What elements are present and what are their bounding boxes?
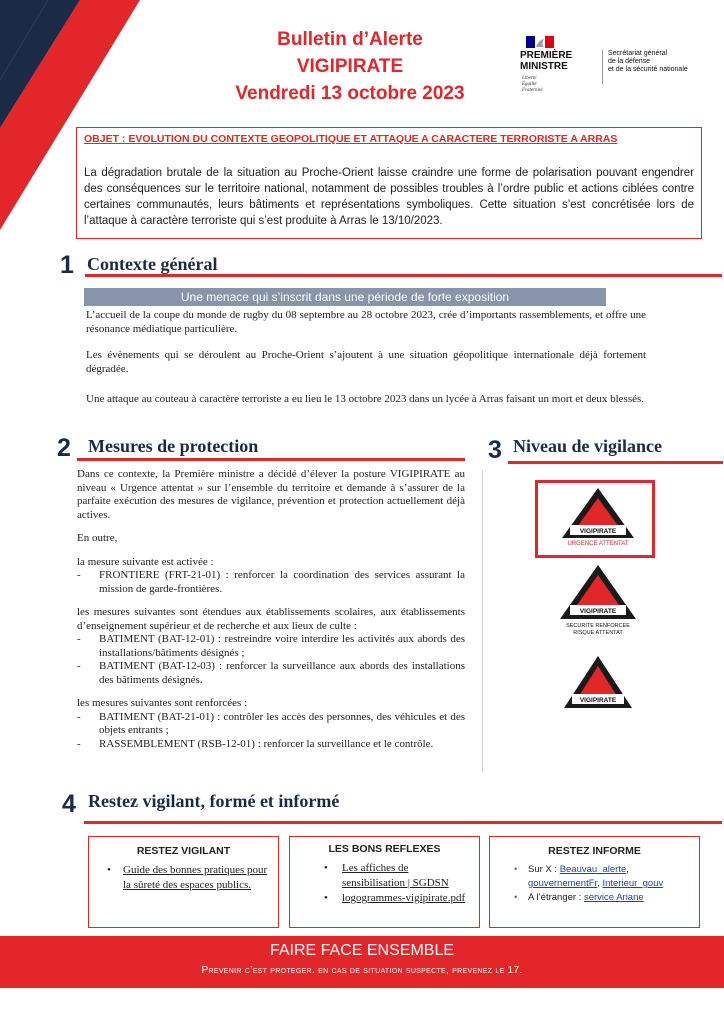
section-4-rule	[84, 821, 722, 824]
objet-title: OBJET : EVOLUTION DU CONTEXTE GEOPOLITIQUE ET ATTAQUE A CARACTERE TERRORISTE A ARRAS	[84, 133, 618, 145]
extended-heading: les mesures suivantes sont étendues aux établissements scolaires, aux établissements d’enseignement supérieur et de recherche et aux lieux de culte :	[77, 606, 465, 632]
renforcee-level-label-1: SECURITE RENFORCEE	[566, 623, 630, 629]
renforcee-triangle-label: VIGIPIRATE	[579, 608, 617, 615]
guide-bonnes-pratiques-link[interactable]: Guide des bonnes pratiques pour la sûreté des espaces publics.	[123, 864, 268, 891]
tile-2-title: LES BONS REFLEXES	[328, 843, 441, 855]
bullet-icon: •	[107, 864, 111, 876]
section-4-title: Restez vigilant, formé et informé	[88, 791, 340, 811]
bullet-icon: •	[324, 892, 328, 904]
affiches-sensibilisation-link[interactable]: Les affiches de sensibilisation | SGDSN	[342, 862, 449, 889]
sgdsn-name: Secrétariat général de la défense et de la sécurité nationale	[608, 50, 688, 73]
urgence-level-label: URGENCE ATTENTAT	[567, 541, 629, 547]
extended-measure-1: - BATIMENT (BAT-12-01) : restreindre voire interdire les activités aux abords des installations/bâtiments désignés ;	[77, 633, 465, 660]
context-para-1: L’accueil de la coupe du monde de rugby du 08 septembre au 28 octobre 2023, crée d’importants rassemblements, et offre une résonance médiatique particulière.	[86, 309, 646, 335]
en-outre: En outre,	[77, 532, 118, 544]
objet-box	[76, 127, 702, 239]
tile-3-item-2: • A l’étranger : service Ariane	[514, 892, 644, 903]
section-3-title: Niveau de vigilance	[513, 436, 662, 456]
section-1-title: Contexte général	[87, 254, 218, 274]
gov-name: PREMIÈRE MINISTRE	[520, 50, 573, 72]
tile-restez-informe	[489, 836, 700, 928]
footer-subtitle: Prevenir c’est proteger. en cas de situation suspecte, prevenez le 17.	[201, 965, 523, 976]
section-2-number: 2	[57, 434, 71, 462]
section-3-number: 3	[488, 436, 502, 464]
urgence-triangle-label: VIGIPIRATE	[579, 528, 617, 535]
section-2-title: Mesures de protection	[88, 436, 259, 456]
gouvernement-fr-link[interactable]: gouvernementFr	[528, 878, 598, 889]
measures-intro: Dans ce contexte, la Première ministre a décidé d’élever la posture VIGIPIRATE au niveau « Urgence attentat » sur l’ensemble du territoire et demande à s’assurer de la parfaite exécution des mesures de vigilance, prévention et protection actuellement déjà actives.	[77, 468, 465, 521]
interieur-gouv-link[interactable]: Interieur_gouv	[602, 878, 664, 889]
footer-title: FAIRE FACE ENSEMBLE	[269, 942, 455, 959]
beauvau-alerte-link[interactable]: Beauvau_alerte	[559, 864, 627, 875]
reinforced-heading: les mesures suivantes sont renforcées :	[77, 697, 248, 709]
service-ariane-link[interactable]: service Ariane	[583, 892, 644, 903]
premiere-ministre-logo	[520, 36, 720, 106]
context-para-3: Une attaque au couteau à caractère terroriste a eu lieu le 13 octobre 2023 dans un lycée à Arras faisant un mort et deux blessés.	[86, 393, 645, 405]
reinforced-measure-1: - BATIMENT (BAT-21-01) : contrôler les accès des personnes, des véhicules et des objets entrants ;	[77, 711, 465, 738]
activated-measure-1: - FRONTIERE (FRT-21-01) : renforcer la coordination des services assurant la mission de garde-frontières.	[77, 569, 465, 596]
tile-2-item-2	[322, 891, 472, 906]
section-3-rule	[508, 461, 723, 464]
tile-2-item-1	[322, 861, 472, 891]
section-4-number: 4	[62, 790, 76, 818]
title-line-2: VIGIPIRATE	[296, 56, 404, 77]
section-1-rule	[85, 274, 722, 277]
column-divider	[482, 470, 483, 772]
tile-3-title: RESTEZ INFORME	[548, 845, 641, 857]
section-2-body	[77, 468, 465, 751]
vigilance-triangle-label: VIGIPIRATE	[579, 697, 617, 704]
bullet-icon: •	[324, 862, 328, 874]
tile-1-item	[105, 863, 275, 893]
bullet-icon: •	[514, 864, 518, 875]
marianne-flag-icon	[526, 36, 554, 48]
bullet-icon: •	[514, 892, 518, 903]
renforcee-level-label-2: RISQUE ATTENTAT	[573, 630, 623, 636]
extended-measure-2: - BATIMENT (BAT-12-03) : renforcer la surveillance aux abords des installations des bâtiments désignés.	[77, 660, 465, 687]
tile-bons-reflexes	[289, 836, 480, 928]
logogrammes-pdf-link[interactable]: logogrammes-vigipirate.pdf	[342, 892, 466, 904]
section-2-rule	[77, 458, 465, 461]
objet-text: La dégradation brutale de la situation au Proche-Orient laisse craindre une forme de polarisation pouvant engendrer des conséquences sur le territoire national, notamment de possibles troubles à l’ordre public et actions ciblées contre certaines communautés, leurs bâtiments et représentations symboliques. Cette situation s’est concrétisée lors de l’attaque à caractère terroriste qui s’est produite à Arras le 13/10/2023.	[84, 167, 694, 227]
title-line-1: Bulletin d’Alerte	[277, 29, 423, 50]
republic-motto: Liberté Égalité Fraternité	[522, 76, 543, 93]
footer-banner	[0, 936, 724, 988]
section-1-number: 1	[60, 251, 74, 279]
context-para-2: Les évènements qui se déroulent au Proche-Orient s’ajoutent à une situation géopolitique internationale déjà fortement dégradée.	[86, 349, 646, 375]
securite-renforcee-triangle-icon	[556, 563, 640, 641]
tile-restez-vigilant	[88, 836, 279, 928]
bulletin-date: Vendredi 13 octobre 2023	[235, 83, 465, 104]
bulletin-title	[200, 26, 500, 107]
tile-1-title: RESTEZ VIGILANT	[136, 845, 231, 857]
urgence-attentat-triangle-icon	[558, 486, 638, 548]
activated-heading: la mesure suivante est activée :	[77, 555, 214, 568]
logo-separator	[602, 50, 603, 84]
tile-3-item-1: • Sur X : Beauvau_alerte, gouvernementFr, Interieur_gouv	[514, 864, 664, 889]
reinforced-measure-2: - RASSEMBLEMENT (RSB-12-01) : renforcer la surveillance et le contrôle.	[77, 738, 465, 752]
menace-band: Une menace qui s’inscrit dans une période de forte exposition	[84, 288, 606, 306]
vigilance-triangle-icon	[560, 654, 636, 712]
